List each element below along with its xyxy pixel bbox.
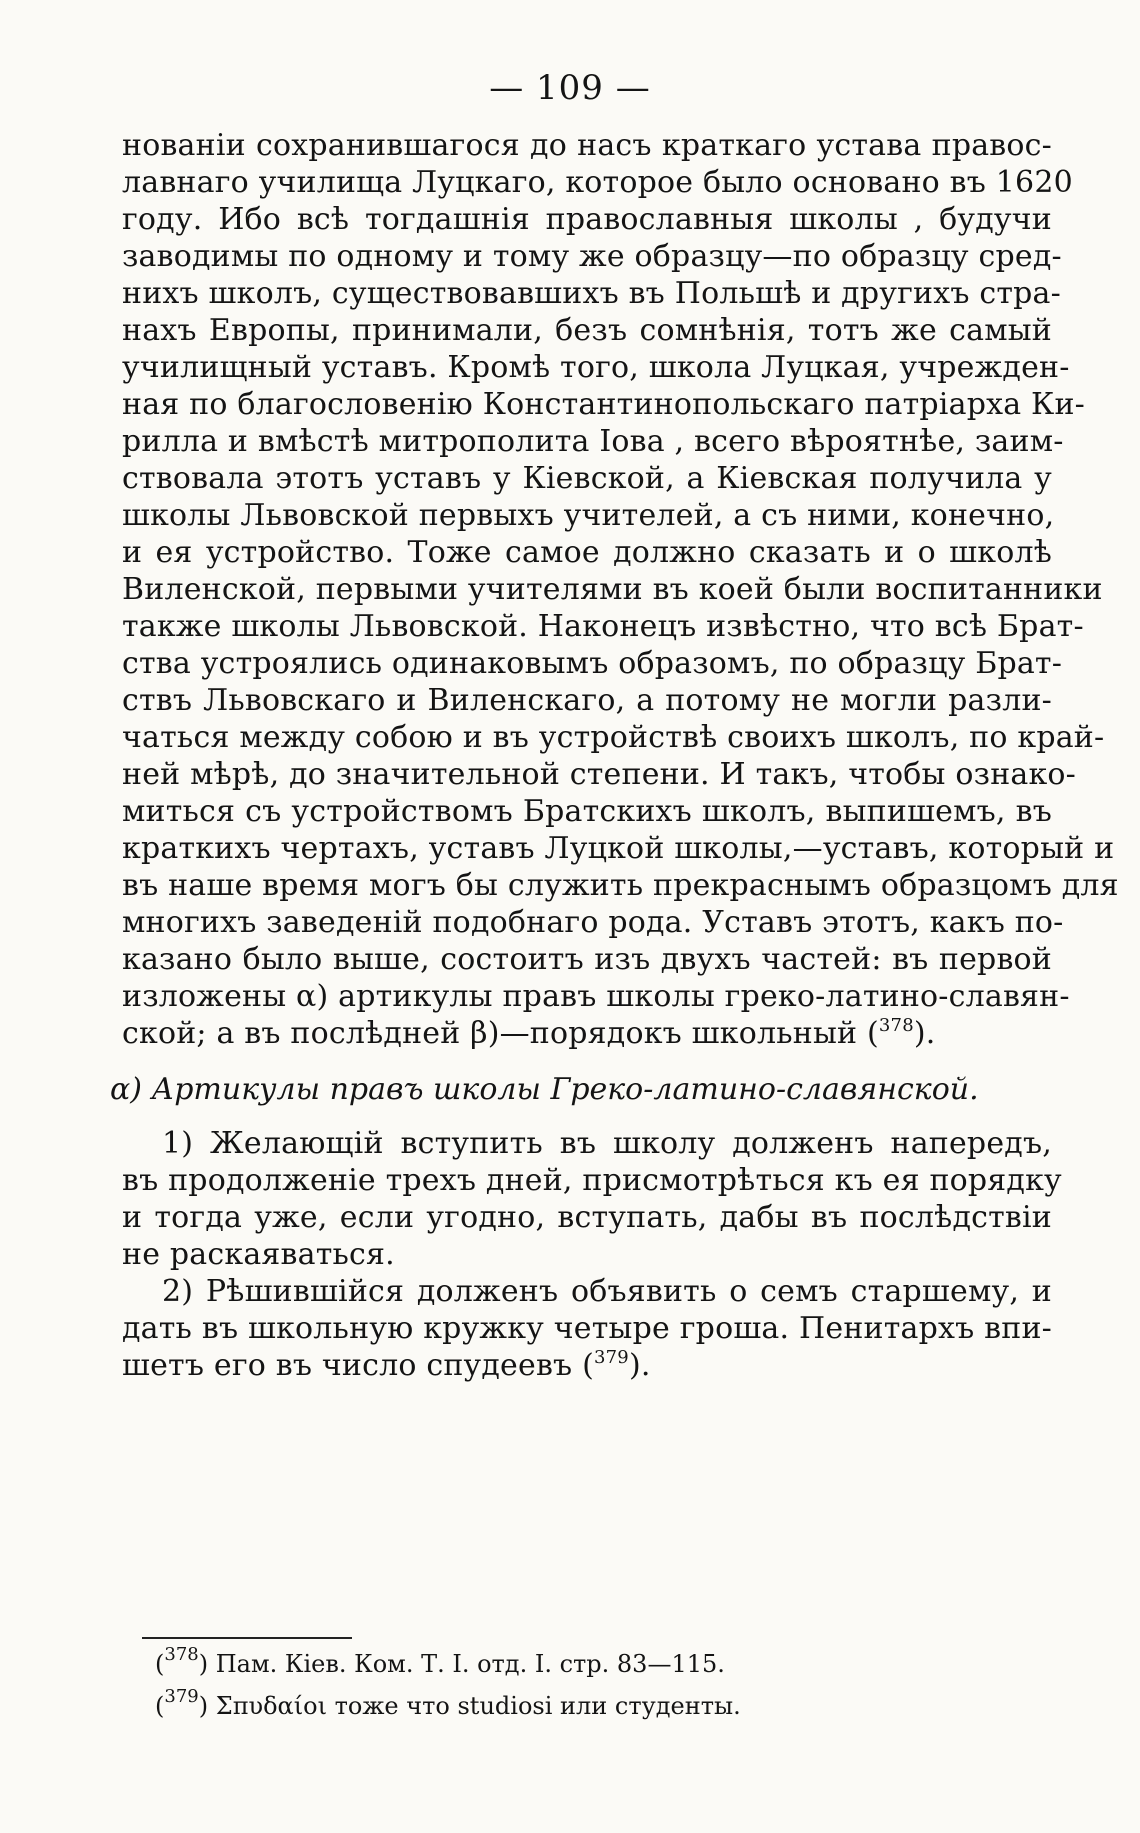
text-line: рилла и вмѣстѣ митрополита Іова , всего вѣроятнѣе, заим- [122,424,1064,459]
text-line: многихъ заведеній подобнаго рода. Уставъ этотъ, какъ по- [122,905,1064,940]
text-line-content: шетъ его въ число спудеевъ [122,1348,573,1383]
sentence-end: . [925,1016,936,1051]
footnote: ($^{379}$) Σπυδαίοι тоже что studiosi или студенты. [155,1686,741,1720]
text-line: лавнаго училища Луцкаго, которое было основано въ 1620 [122,165,1073,200]
footnote-number: 378 [164,1644,199,1665]
footnote: ($^{378}$) Пам. Кіев. Ком. Т. I. отд. I. стр. 83—115. [155,1644,725,1678]
footnote-text: Σπυδαίοι тоже что studiosi или студенты. [215,1692,741,1720]
text-line: въ продолженіе трехъ дней, присмотрѣться къ ея порядку [122,1163,1062,1198]
text-line: училищный уставъ. Кромѣ того, школа Луцкая, учрежден- [122,350,1070,385]
text-line: дать въ школьную кружку четыре гроша. Пенитархъ впи- [122,1311,1052,1346]
footnote-ref: 378 [878,1015,914,1036]
text-line: миться съ устройствомъ Братскихъ школъ, выпишемъ, въ [122,794,1052,829]
text-line: нованіи сохранившагося до насъ краткаго устава правос- [122,128,1052,163]
text-line: ства устроялись одинаковымъ образомъ, по образцу Брат- [122,646,1063,681]
text-line: ской; а въ послѣдней β)—порядокъ школьный ($^{378}$). [122,1015,936,1051]
text-line: 1) Желающій вступить въ школу долженъ напередъ, [162,1126,1052,1161]
text-line: Виленской, первыми учителями въ коей были воспитанники [122,572,1103,607]
text-line: ствовала этотъ уставъ у Кіевской, а Кіевская получила у [122,461,1052,496]
text-line: ная по благословенію Константинопольскаго патріарха Ки- [122,387,1085,422]
text-line: школы Львовской первыхъ учителей, а съ ними, конечно, [122,498,1055,533]
sentence-end: . [640,1348,651,1383]
text-line: краткихъ чертахъ, уставъ Луцкой школы,—уставъ, который и [122,831,1115,866]
footnote-ref: 379 [593,1347,629,1368]
footnote-text: Пам. Кіев. Ком. Т. I. отд. I. стр. 83—115. [215,1650,725,1678]
text-line: изложены α) артикулы правъ школы греко-латино-славян- [122,979,1070,1014]
footnote-divider [142,1637,352,1639]
text-line: чаться между собою и въ устройствѣ своихъ школъ, по край- [122,720,1105,755]
text-line: также школы Львовской. Наконецъ извѣстно, что всѣ Брат- [122,609,1084,644]
text-line-content: ской; а въ послѣдней β)—порядокъ школьный [122,1016,858,1051]
text-line: и тогда уже, если угодно, вступать, дабы въ послѣдствіи [122,1200,1052,1235]
text-line: и ея устройство. Тоже самое должно сказать и о школѣ [122,535,1052,570]
text-line: году. Ибо всѣ тогдашнія православныя школы , будучи [122,202,1052,237]
text-line: ней мѣрѣ, до значительной степени. И такъ, чтобы ознако- [122,757,1077,792]
text-line: нихъ школъ, существовавшихъ въ Польшѣ и другихъ стра- [122,276,1061,311]
text-line: казано было выше, состоитъ изъ двухъ частей: въ первой [122,942,1052,977]
footnote-number: 379 [164,1686,199,1707]
page-number: — 109 — [489,68,651,108]
text-line: 2) Рѣшившійся долженъ объявить о семъ старшему, и [162,1274,1052,1309]
text-line: заводимы по одному и тому же образцу—по образцу сред- [122,239,1062,274]
text-line: ствъ Львовскаго и Виленскаго, а потому не могли разли- [122,683,1052,718]
section-heading: α) Артикулы правъ школы Греко-латино-славянской. [110,1072,979,1107]
text-line: шетъ его въ число спудеевъ ($^{379}$). [122,1347,651,1383]
text-line: нахъ Европы, принимали, безъ сомнѣнія, тотъ же самый [122,313,1052,348]
text-line: въ наше время могъ бы служить прекраснымъ образцомъ для [122,868,1119,903]
text-line: не раскаяваться. [122,1237,395,1272]
